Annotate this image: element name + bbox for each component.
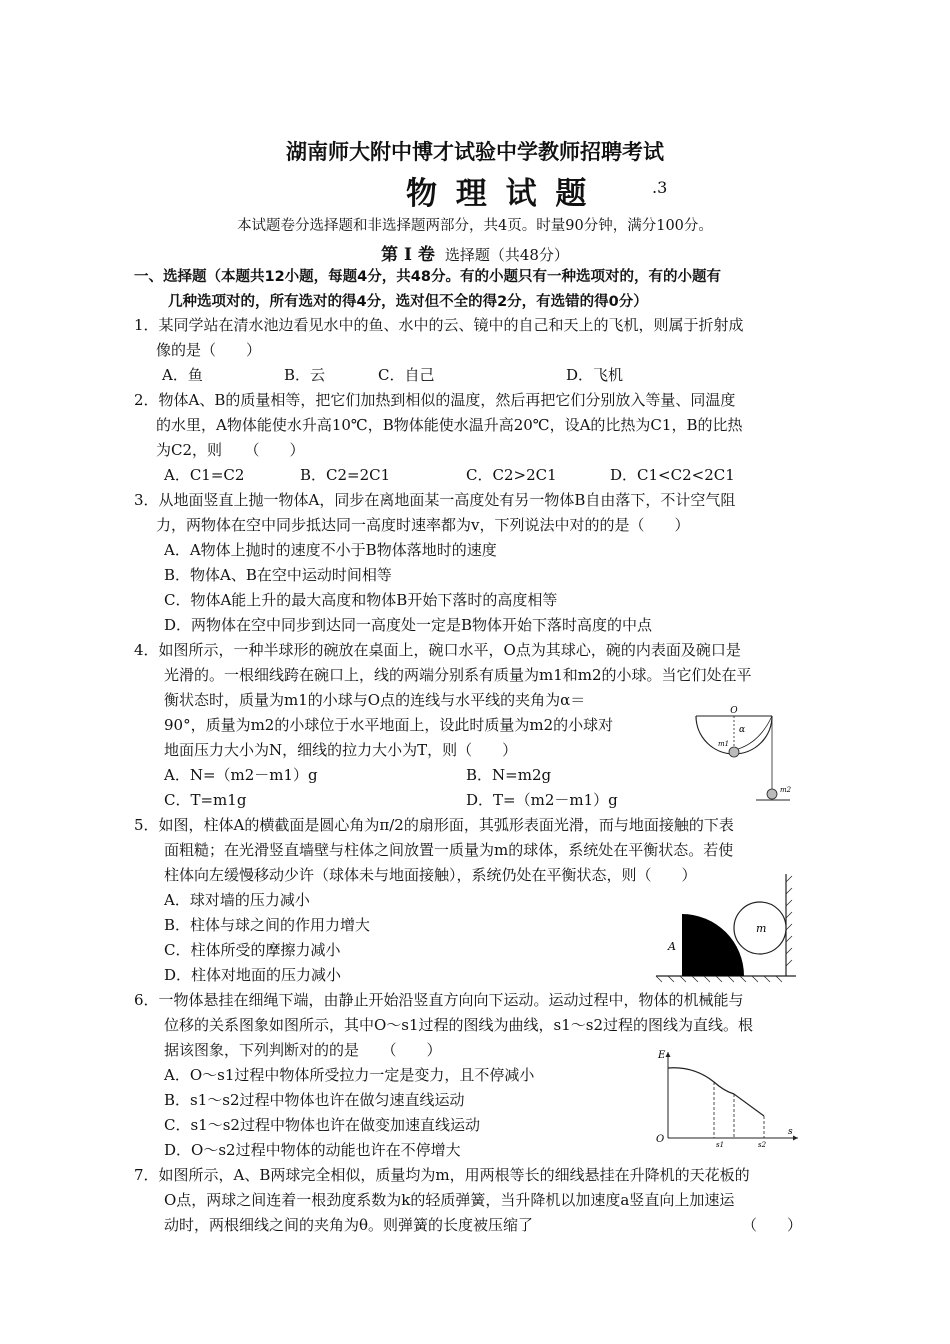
- q1-line2: 像的是（ ）: [156, 341, 262, 359]
- volume-heading: [0, 240, 950, 265]
- q6-option-d: D．O～s2过程中物体的动能也许在不停增大: [164, 1141, 461, 1159]
- label-s1: s1: [716, 1141, 725, 1149]
- q5-line3: 柱体向左缓慢移动少许（球体未与地面接触），系统仍处在平衡状态，则（ ）: [164, 866, 697, 884]
- label-s: s: [788, 1127, 793, 1137]
- label-s2: s2: [758, 1141, 767, 1149]
- q4-option-d: D．T=（m2－m1）g: [466, 791, 618, 809]
- label-m2: m2: [780, 786, 792, 794]
- q4-line2: 光滑的。一根细线跨在碗口上，线的两端分别系有质量为m1和m2的小球。当它们处在平: [164, 666, 752, 684]
- label-a: A: [668, 940, 676, 953]
- q6-energy-graph: [654, 1046, 804, 1150]
- m2-ball: [767, 789, 777, 799]
- volume-label: 第 I 卷: [381, 245, 435, 265]
- q7-line3: 动时，两根细线之间的夹角为θ。则弹簧的长度被压缩了: [164, 1216, 534, 1234]
- label-m: m: [756, 922, 767, 935]
- q2-line3: 为C2，则 （ ）: [156, 441, 305, 459]
- q5-line1: 5．如图，柱体A的横截面是圆心角为π/2的扇形面，其弧形表面光滑，而与地面接触的下表: [134, 816, 734, 834]
- q3-line1: 3．从地面竖直上抛一物体A，同步在离地面某一高度处有另一物体B自由落下，不计空气阻: [134, 491, 736, 509]
- label-alpha: α: [739, 725, 746, 735]
- exam-intro: 本试题卷分选择题和非选择题两部分，共4页。时量90分钟，满分100分。: [237, 218, 713, 234]
- q3-option-a: A．A物体上抛时的速度不小于B物体落地时的速度: [164, 541, 497, 559]
- q2-option-a: A．C1=C2: [164, 466, 245, 484]
- q6-option-c: C．s1～s2过程中物体也许在做变加速直线运动: [164, 1116, 480, 1134]
- q4-option-a: A．N=（m2－m1）g: [164, 766, 318, 784]
- volume-desc: 选择题（共48分）: [444, 246, 569, 264]
- q6-line3: 据该图象，下列判断对的的是 （ ）: [164, 1041, 442, 1059]
- q2-line1: 2．物体A、B的质量相等，把它们加热到相似的温度，然后再把它们分别放入等量、同温度: [134, 391, 736, 409]
- q1-option-c: C．自己: [378, 366, 435, 384]
- q4-bowl-figure: [690, 702, 800, 804]
- q6-option-a: A．O～s1过程中物体所受拉力一定是变力，且不停减小: [164, 1066, 535, 1084]
- q6-option-b: B．s1～s2过程中物体也许在做匀速直线运动: [164, 1091, 465, 1109]
- q5-cylinder-figure: [654, 872, 804, 984]
- label-e: E: [658, 1050, 666, 1061]
- q7-line2: O点，两球之间连着一根劲度系数为k的轻质弹簧，当升降机以加速度a竖直向上加速运: [164, 1191, 735, 1209]
- q1-line1: 1．某同学站在清水池边看见水中的鱼、水中的云、镜中的自己和天上的飞机，则属于折射成: [134, 316, 744, 334]
- energy-curve: [668, 1068, 764, 1116]
- q7-answer-blank: （ ）: [742, 1216, 803, 1234]
- q2-option-c: C．C2>2C1: [466, 466, 557, 484]
- q4-line1: 4．如图所示，一种半球形的碗放在桌面上，碗口水平，O点为其球心，碗的内表面及碗口是: [134, 641, 741, 659]
- exam-title: 湖南师大附中博才试验中学教师招聘考试: [286, 140, 664, 164]
- q1-option-d: D．飞机: [566, 366, 624, 384]
- q3-option-d: D．两物体在空中同步到达同一高度处一定是B物体开始下落时高度的中点: [164, 616, 653, 634]
- q4-option-c: C．T=m1g: [164, 791, 247, 809]
- q4-line3: 衡状态时，质量为m1的小球与O点的连线与水平线的夹角为α＝: [164, 691, 586, 709]
- subject-note: .3: [652, 178, 668, 197]
- q6-line2: 位移的关系图象如图所示，其中O～s1过程的图线为曲线，s1～s2过程的图线为直线。根: [164, 1016, 754, 1034]
- q1-option-b: B．云: [284, 366, 326, 384]
- m1-ball: [729, 747, 739, 757]
- q6-line1: 6．一物体悬挂在细绳下端，由静止开始沿竖直方向向下运动。运动过程中，物体的机械能与: [134, 991, 744, 1009]
- q3-line2: 力，两物体在空中同步抵达同一高度时速率都为v，下列说法中对的的是（ ）: [156, 516, 690, 534]
- q4-line5: 地面压力大小为N，细线的拉力大小为T，则（ ）: [164, 741, 518, 759]
- q5-option-b: B．柱体与球之间的作用力增大: [164, 916, 371, 934]
- section-heading-line2: 几种选项对的，所有选对的得4分，选对但不全的得2分，有选错的得0分）: [168, 294, 648, 310]
- label-o: O: [730, 706, 738, 716]
- label-m1: m1: [718, 740, 730, 748]
- q5-option-d: D．柱体对地面的压力减小: [164, 966, 342, 984]
- q5-option-c: C．柱体所受的摩擦力减小: [164, 941, 341, 959]
- q4-line4: 90°，质量为m2的小球位于水平地面上，设此时质量为m2的小球对: [164, 716, 614, 734]
- q3-option-c: C．物体A能上升的最大高度和物体B开始下落时的高度相等: [164, 591, 558, 609]
- q7-line1: 7．如图所示，A、B两球完全相似，质量均为m，用两根等长的细线悬挂在升降机的天花板的: [134, 1166, 750, 1184]
- section-heading-line1: 一、选择题（本题共12小题，每题4分，共48分。有的小题只有一种选项对的，有的小题有: [134, 269, 721, 285]
- q2-line2: 的水里，A物体能使水升高10℃，B物体能使水温升高20℃，设A的比热为C1，B的比热: [156, 416, 743, 434]
- q2-option-b: B．C2=2C1: [300, 466, 391, 484]
- q5-option-a: A．球对墙的压力减小: [164, 891, 310, 909]
- q2-option-d: D．C1<C2<2C1: [610, 466, 735, 484]
- q5-line2: 面粗糙；在光滑竖直墙壁与柱体之间放置一质量为m的球体，系统处在平衡状态。若使: [164, 841, 734, 859]
- subject-title: 物 理 试 题: [406, 176, 591, 212]
- label-o: O: [656, 1134, 665, 1145]
- q3-option-b: B．物体A、B在空中运动时间相等: [164, 566, 392, 584]
- q1-option-a: A．鱼: [162, 366, 203, 384]
- q4-option-b: B．N=m2g: [466, 766, 552, 784]
